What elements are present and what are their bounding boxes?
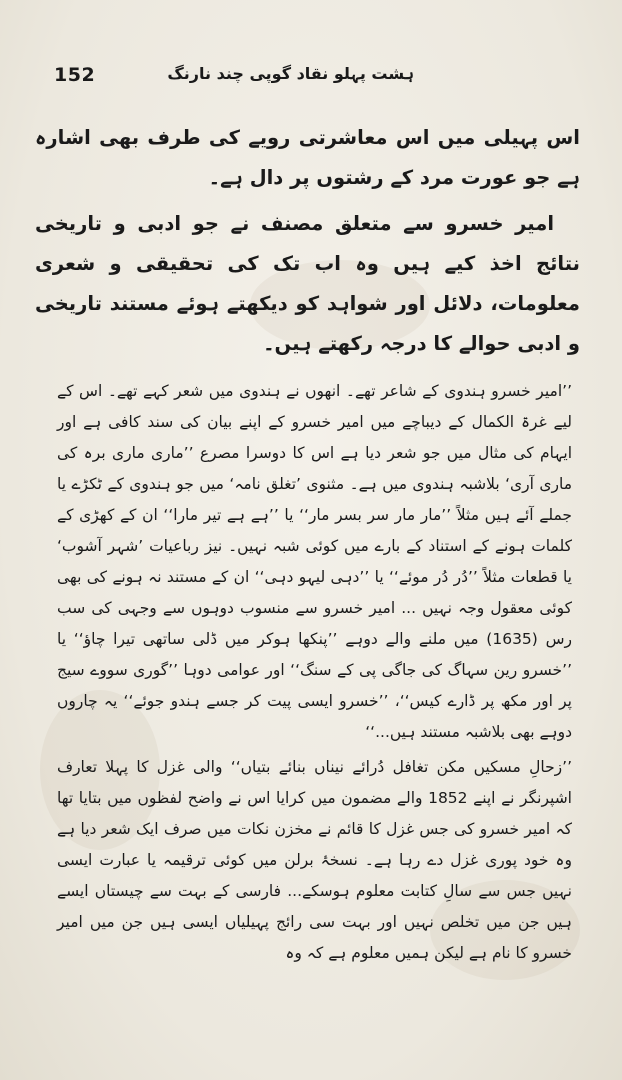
running-title: ہشت پہلو نقاد گوپی چند نارنگ — [167, 64, 414, 83]
page-number: 152 — [54, 64, 96, 86]
body-paragraph-1: اس پہیلی میں اس معاشرتی رویے کی طرف بھی اشارہ ہے جو عورت مرد کے رشتوں پر دال ہے۔ — [35, 126, 580, 189]
page-body — [35, 118, 580, 973]
block-quote — [57, 376, 572, 973]
body-paragraph-2: امیر خسرو سے متعلق مصنف نے جو ادبی و تاریخی نتائج اخذ کیے ہیں وہ اب تک کی تحقیقی و شعری معلومات، دلائل اور شواہد کو دیکھتے ہوئے مستند تاریخی و ادبی حوالے کا درجہ رکھتے ہیں۔ — [35, 212, 580, 355]
quote-paragraph-2: ’’زحالِ مسکیں مکن تغافل دُرائے نیناں بنائے بتیاں‘‘ والی غزل کا پہلا تعارف اشپرنگر نے اپنے 1852 والے مضمون میں کرایا اس نے واضح لفظوں میں بتایا تھا کہ امیر خسرو کی جس غزل کا قائم نے مخزن نکات میں صرف ایک شعر دیا ہے وہ خود پوری غزل دے رہا ہے۔ نسخۂ برلن میں کوئی ترقیمہ یا عبارت ایسی نہیں جس سے سالِ کتابت معلوم ہوسکے... فارسی کے بہت سے چیستاں ایسے ہیں جن میں تخلص نہیں اور بہت سی رائج پہیلیاں ایسی ہیں جن میں امیر خسرو کا نام ہے لیکن ہمیں معلوم ہے کہ وہ — [57, 758, 572, 962]
quote-paragraph-1: ’’امیر خسرو ہندوی کے شاعر تھے۔ انھوں نے ہندوی میں شعر کہے تھے۔ اس کے لیے غرۃ الکمال کے دیباچے میں امیر خسرو کے اپنے بیان کی سند کافی ہے اور ایہام کی مثال میں جو شعر دیا ہے اس کا دوسرا مصرع ’’ماری ماری برہ کی ماری آری‘ بلاشبہ ہندوی میں ہے۔ مثنوی ’تغلق نامہ‘ میں جو ہندوی کے ٹکڑے یا جملے آئے ہیں مثلاً ’’مار مار سر بسر مار‘‘ یا ’’ہے ہے تیر مارا‘‘ ان کے کھڑی کے کلمات ہونے کے استناد کے بارے میں کوئی شبہ نہیں۔ نیز رباعیات ’شہر آشوب‘ یا قطعات مثلاً ’’دُر دُر موئے‘‘ یا ’’دہی لیہو دہی‘‘ ان کے مستند نہ ہونے کی بھی کوئی معقول وجہ نہیں ... امیر خسرو سے منسوب دوہوں سے وجہی کی سب رس (1635) میں ملنے والے دوہے ’’پنکھا ہوکر میں ڈلی ساتھی تیرا چاؤ‘‘ یا ’’خسرو رین سہاگ کی جاگی پی کے سنگ‘‘ اور عوامی دوہا ’’گوری سووے سیج پر اور مکھ پر ڈارے کیس‘‘، ’’خسرو ایسی پیت کر جسے ہندو جوئے‘‘ یہ چاروں دوہے بھی بلاشبہ مستند ہیں...‘‘ — [57, 382, 572, 741]
